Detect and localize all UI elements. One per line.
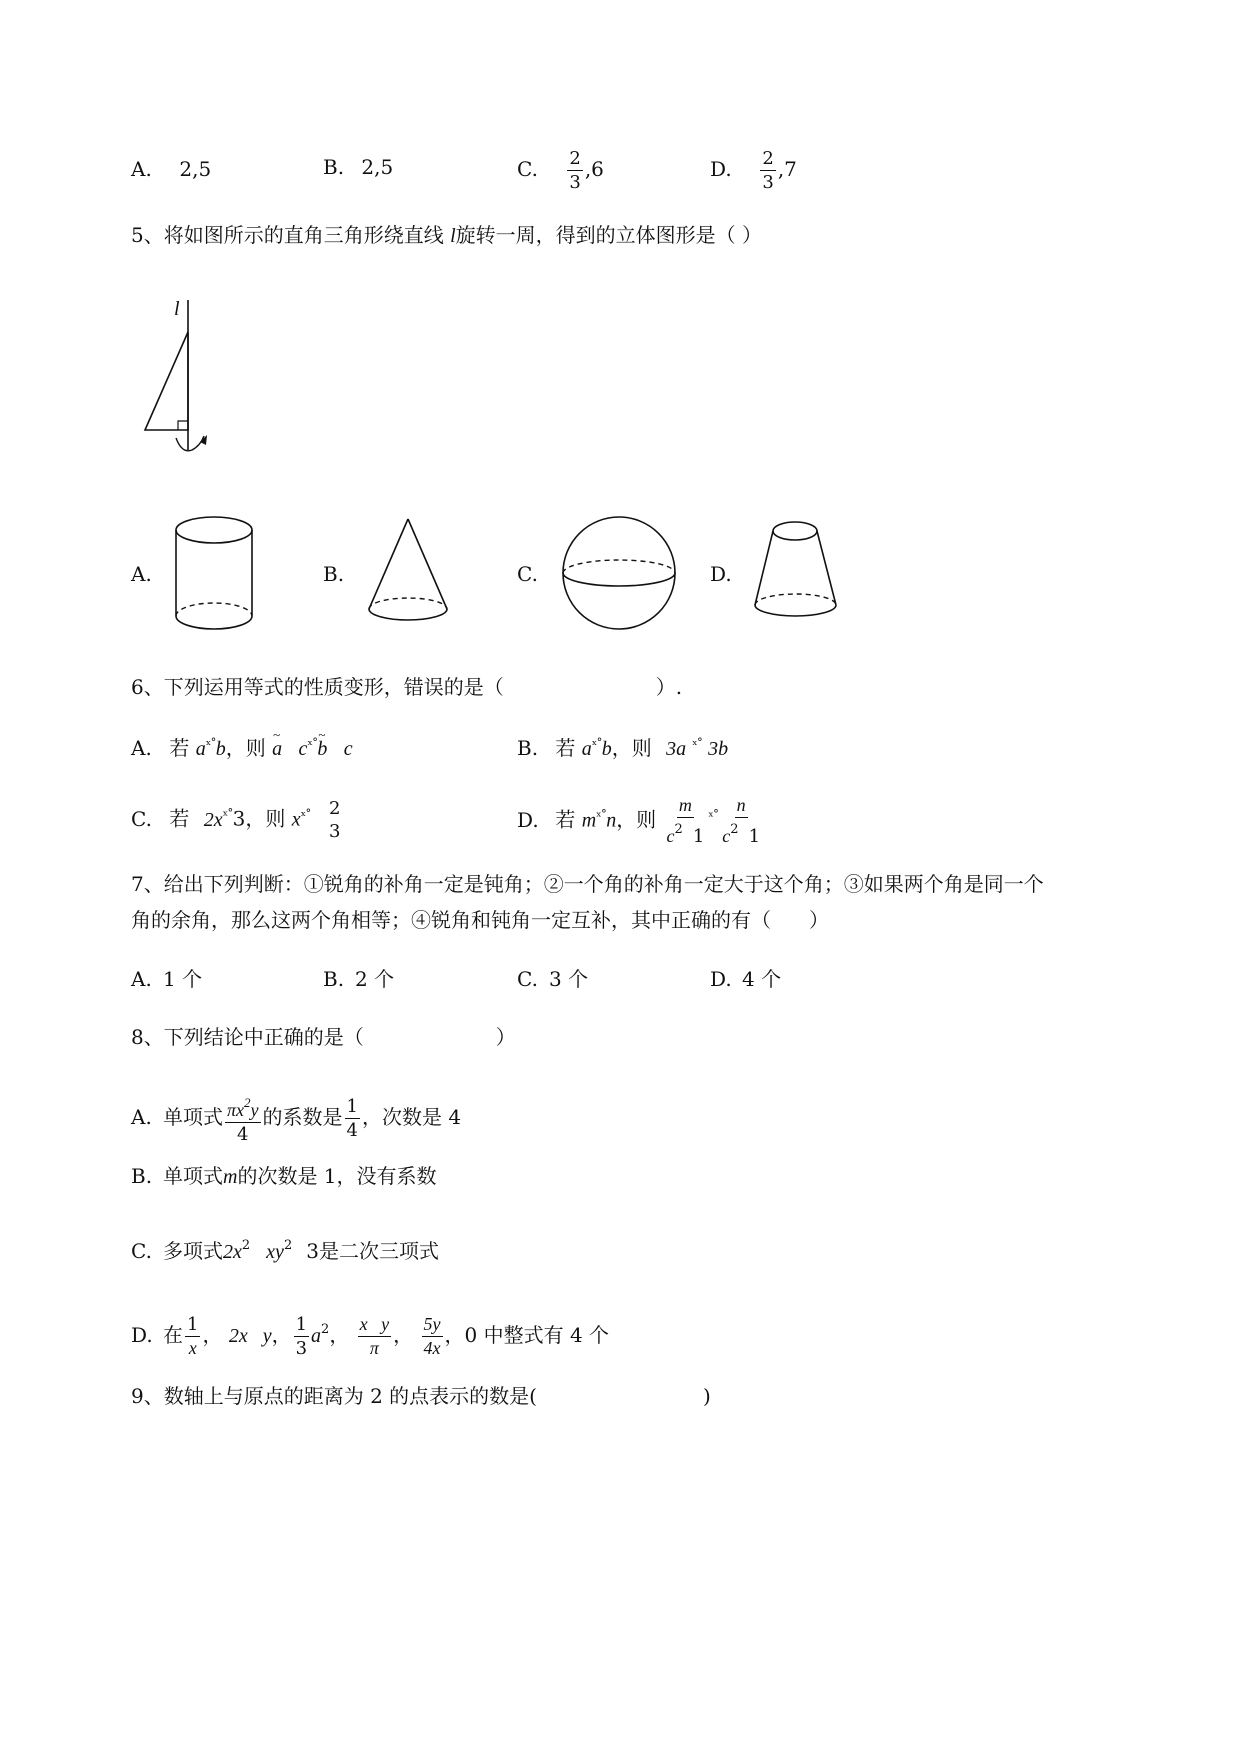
q7-option-a[interactable]: A. 1 个 bbox=[131, 967, 203, 991]
q5-stem: 5、将如图所示的直角三角形绕直线 l旋转一周，得到的立体图形是（ ） bbox=[131, 223, 763, 247]
cylinder-icon[interactable] bbox=[170, 515, 260, 632]
q6-option-c[interactable]: C. 若 $2x^{ˣ˚}3$，则 $x^{ˣ˚}$ 2 3 bbox=[131, 798, 341, 842]
option-label: C. bbox=[517, 157, 538, 181]
sphere-icon[interactable] bbox=[557, 513, 681, 633]
q8-option-b[interactable]: B. 单项式m的次数是 1，没有系数 bbox=[131, 1164, 437, 1188]
option-label: B. bbox=[323, 155, 345, 179]
fraction: $\frac{5y}{4x}$ bbox=[423, 1314, 441, 1358]
option-label: C. bbox=[131, 806, 152, 831]
option-label: B. bbox=[517, 736, 539, 760]
q7-option-d[interactable]: D. 4 个 bbox=[710, 967, 782, 991]
fraction: $\frac{1}{x}$ bbox=[187, 1314, 199, 1358]
frustum-icon[interactable] bbox=[749, 517, 843, 623]
q5-option-c-label[interactable]: C. bbox=[517, 562, 538, 586]
q8-option-d[interactable]: D. 在 $\frac{1}{x}$ ， 2x y， $\frac{1}{3}$ $a^2$， $\frac{\text{x y}}{\pi}$ ， $\frac{5y}{4x}$ ，0 中整式有 4 个 bbox=[131, 1314, 610, 1359]
option-value: ,6 bbox=[584, 157, 604, 181]
fraction: $\frac{n}{c^2 1}$ bbox=[722, 795, 761, 847]
fraction: $\frac{\pi x^2y}{4}$ bbox=[225, 1092, 261, 1145]
triangle bbox=[145, 332, 188, 430]
q8-option-c[interactable]: C. 多项式$2x^2$ $xy^2$ 3是二次三项式 bbox=[131, 1238, 439, 1263]
q4-option-c[interactable] bbox=[517, 148, 604, 193]
q5-option-d-label[interactable]: D. bbox=[710, 562, 732, 586]
q4-option-d[interactable] bbox=[710, 148, 797, 193]
option-value: 2,5 bbox=[179, 157, 212, 181]
q6-option-a[interactable]: A. 若 $a^{ˣ˚}b$，则 ~ a $c^{ˣ˚}\sim$ b c bbox=[131, 733, 353, 762]
option-value: ,7 bbox=[777, 157, 797, 181]
fraction: $\frac{1}{3}$ bbox=[295, 1314, 308, 1359]
option-value: 2,5 bbox=[361, 155, 394, 179]
fraction: $\frac{2}{3}$ bbox=[762, 148, 774, 193]
q7-option-c[interactable]: C. 3 个 bbox=[517, 967, 589, 991]
fraction: 2 3 bbox=[328, 798, 341, 842]
axis-label: l bbox=[174, 298, 180, 320]
q7-stem-line2: 角的余角，那么这两个角相等；④锐角和钝角一定互补，其中正确的有（ ） bbox=[131, 908, 829, 932]
option-label: D. bbox=[517, 807, 539, 832]
q6-option-b[interactable]: B. 若 $a^{ˣ˚}b$，则 3a $^{ˣ˚}$ 3b bbox=[517, 736, 729, 760]
q4-option-b[interactable] bbox=[323, 154, 393, 180]
q9-stem: 9、数轴上与原点的距离为 2 的点表示的数是( ) bbox=[131, 1384, 711, 1408]
q4-option-a[interactable] bbox=[131, 156, 211, 182]
option-label: A. bbox=[131, 736, 152, 760]
option-label: D. bbox=[710, 157, 732, 181]
cone-icon[interactable] bbox=[364, 514, 454, 630]
option-label: A. bbox=[131, 157, 152, 181]
q5-option-b-label[interactable]: B. bbox=[323, 562, 345, 586]
q6-option-d[interactable]: D. 若 $m^{ˣ˚}n$，则 $\frac{m}{c^2 1}$ $^{ˣ˚}$ $\frac{n}{c^2 1}$ bbox=[517, 795, 761, 847]
fraction: $\frac{2}{3}$ bbox=[569, 148, 581, 193]
q7-stem-line1: 7、给出下列判断：①锐角的补角一定是钝角；②一个角的补角一定大于这个角；③如果两个角是同一个 bbox=[131, 872, 1044, 896]
q8-stem: 8、下列结论中正确的是（ ） bbox=[131, 1025, 516, 1049]
q8-option-a[interactable]: A. 单项式 $\frac{\pi x^2y}{4}$ 的系数是 $\frac{1}{4}$ ，次数是 4 bbox=[131, 1092, 461, 1145]
rotation-arrow-icon bbox=[176, 436, 204, 451]
fraction: $\frac{\text{x y}}{\pi}$ bbox=[359, 1314, 390, 1358]
q5-option-a-label[interactable]: A. bbox=[131, 562, 152, 586]
fraction: $\frac{m}{c^2 1}$ bbox=[666, 795, 705, 847]
q7-option-b[interactable]: B. 2 个 bbox=[323, 967, 395, 991]
right-angle-mark bbox=[178, 421, 188, 430]
q6-stem: 6、下列运用等式的性质变形，错误的是（ ）. bbox=[131, 675, 683, 699]
fraction: $\frac{1}{4}$ bbox=[346, 1096, 358, 1141]
right-triangle-figure bbox=[130, 290, 230, 465]
